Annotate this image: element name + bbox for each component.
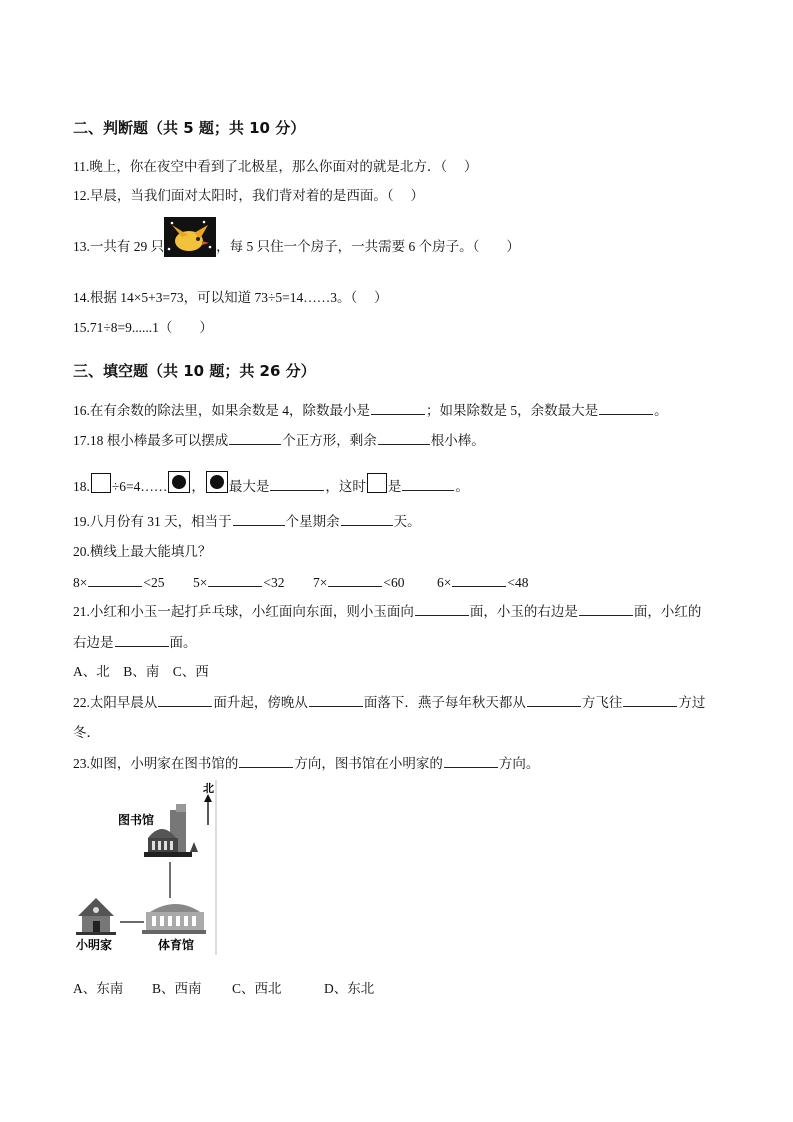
answer-blank[interactable] — [270, 477, 324, 491]
question-13 — [73, 238, 520, 257]
q19-text-a: 19.八月份有 31 天，相当于 — [73, 514, 232, 529]
answer-blank[interactable] — [452, 573, 506, 587]
q16-text-b: ；如果除数是 5，余数最大是 — [426, 403, 599, 418]
question-20: 20.横线上最大能填几？ — [73, 544, 212, 559]
question-12: 12.早晨，当我们面对太阳时，我们背对着的是西面。（ ） — [73, 188, 424, 203]
q21-text-e: 面。 — [169, 635, 197, 650]
q16-text-a: 16.在有余数的除法里，如果余数是 4，除数最小是 — [73, 403, 370, 418]
answer-blank[interactable] — [599, 401, 653, 415]
stadium-label: 体育馆 — [158, 938, 195, 952]
question-14: 14.根据 14×5+3=73，可以知道 73÷5=14……3。（ ） — [73, 290, 388, 305]
house-icon — [76, 898, 116, 935]
answer-blank[interactable] — [527, 693, 581, 707]
home-label: 小明家 — [76, 938, 113, 952]
q19-text-c: 天。 — [393, 514, 421, 529]
answer-blank[interactable] — [378, 431, 430, 445]
question-21 — [73, 602, 701, 621]
question-23 — [73, 754, 539, 773]
square-box-icon — [91, 473, 111, 493]
q18-text-g: 。 — [455, 479, 469, 494]
question-15: 15.71÷8=9......1（ ） — [73, 320, 213, 335]
answer-blank[interactable] — [233, 512, 285, 526]
answer-blank[interactable] — [371, 401, 425, 415]
q21-text-c: 面，小红的 — [633, 604, 702, 619]
circle-box-icon — [168, 471, 190, 493]
question-22 — [73, 693, 705, 712]
stadium-icon — [142, 904, 206, 934]
q21-text-a: 21.小红和小玉一起打乒乓球，小红面向东面，则小玉面向 — [73, 604, 414, 619]
q22-text-e: 方过 — [678, 695, 706, 710]
answer-blank[interactable] — [328, 573, 382, 587]
option-d: D、东北 — [324, 981, 375, 996]
q18-text-d: 最大是 — [228, 479, 270, 494]
q16-text-c: 。 — [654, 403, 668, 418]
q21-text-d: 右边是 — [73, 635, 114, 650]
answer-blank[interactable] — [402, 477, 454, 491]
q23-text-b: 方向，图书馆在小明家的 — [294, 756, 443, 771]
q18-text-f: 是 — [387, 479, 402, 494]
question-11: 11.晚上，你在夜空中看到了北极星，那么你面对的就是北方．（ ） — [73, 159, 478, 174]
option-b: B、西南 — [152, 981, 202, 996]
question-22-cont: 冬． — [73, 725, 100, 740]
question-18 — [73, 471, 469, 496]
bird-icon — [164, 217, 216, 257]
question-16 — [73, 401, 668, 420]
question-20-items — [73, 573, 529, 592]
option-c: C、西北 — [232, 981, 282, 996]
q23-text-c: 方向。 — [498, 756, 540, 771]
q20-item: 6× <48 — [437, 575, 529, 590]
map-figure — [72, 780, 222, 955]
answer-blank[interactable] — [579, 602, 633, 616]
answer-blank[interactable] — [444, 754, 498, 768]
question-19 — [73, 512, 421, 531]
answer-blank[interactable] — [415, 602, 469, 616]
q13-text-a: 13.一共有 29 只 — [73, 239, 165, 254]
answer-blank[interactable] — [239, 754, 293, 768]
q17-text-b: 个正方形，剩余 — [282, 433, 377, 448]
q18-text-c: ， — [191, 479, 205, 494]
q20-item: 5× <32 — [193, 575, 285, 590]
q19-text-b: 个星期余 — [285, 514, 340, 529]
answer-blank[interactable] — [309, 693, 363, 707]
square-box-icon — [367, 473, 387, 493]
section-title-judge: 二、判断题（共 5 题；共 10 分） — [73, 119, 306, 137]
circle-box-icon — [206, 471, 228, 493]
q22-text-b: 面升起，傍晚从 — [213, 695, 308, 710]
library-icon — [144, 804, 198, 857]
q13-text-b: ，每 5 只住一个房子，一共需要 6 个房子。（ ） — [216, 239, 520, 254]
north-label: 北 — [203, 782, 214, 795]
q17-text-c: 根小棒。 — [430, 433, 485, 448]
section-title-fill: 三、填空题（共 10 题；共 26 分） — [73, 362, 316, 380]
q18-text-b: ÷6=4…… — [111, 479, 168, 494]
answer-blank[interactable] — [115, 633, 169, 647]
answer-blank[interactable] — [88, 573, 142, 587]
q18-text-a: 18. — [73, 479, 90, 494]
answer-blank[interactable] — [208, 573, 262, 587]
q18-text-e: ，这时 — [325, 479, 366, 494]
q20-item: 8× <25 — [73, 575, 165, 590]
question-17 — [73, 431, 485, 450]
library-label: 图书馆 — [118, 813, 155, 827]
question-21-cont — [73, 633, 197, 652]
question-21-options: A、北 B、南 C、西 — [73, 664, 209, 679]
q22-text-c: 面落下．燕子每年秋天都从 — [363, 695, 526, 710]
answer-blank[interactable] — [229, 431, 281, 445]
answer-blank[interactable] — [158, 693, 212, 707]
north-arrowhead — [204, 794, 212, 802]
question-23-options — [73, 980, 374, 998]
q21-text-b: 面，小玉的右边是 — [469, 604, 578, 619]
q22-text-d: 方飞往 — [581, 695, 623, 710]
q20-item: 7× <60 — [313, 575, 405, 590]
q17-text-a: 17.18 根小棒最多可以摆成 — [73, 433, 229, 448]
option-a: A、东南 — [73, 981, 124, 996]
q22-text-a: 22.太阳早晨从 — [73, 695, 158, 710]
q23-text-a: 23.如图，小明家在图书馆的 — [73, 756, 239, 771]
answer-blank[interactable] — [623, 693, 677, 707]
answer-blank[interactable] — [341, 512, 393, 526]
